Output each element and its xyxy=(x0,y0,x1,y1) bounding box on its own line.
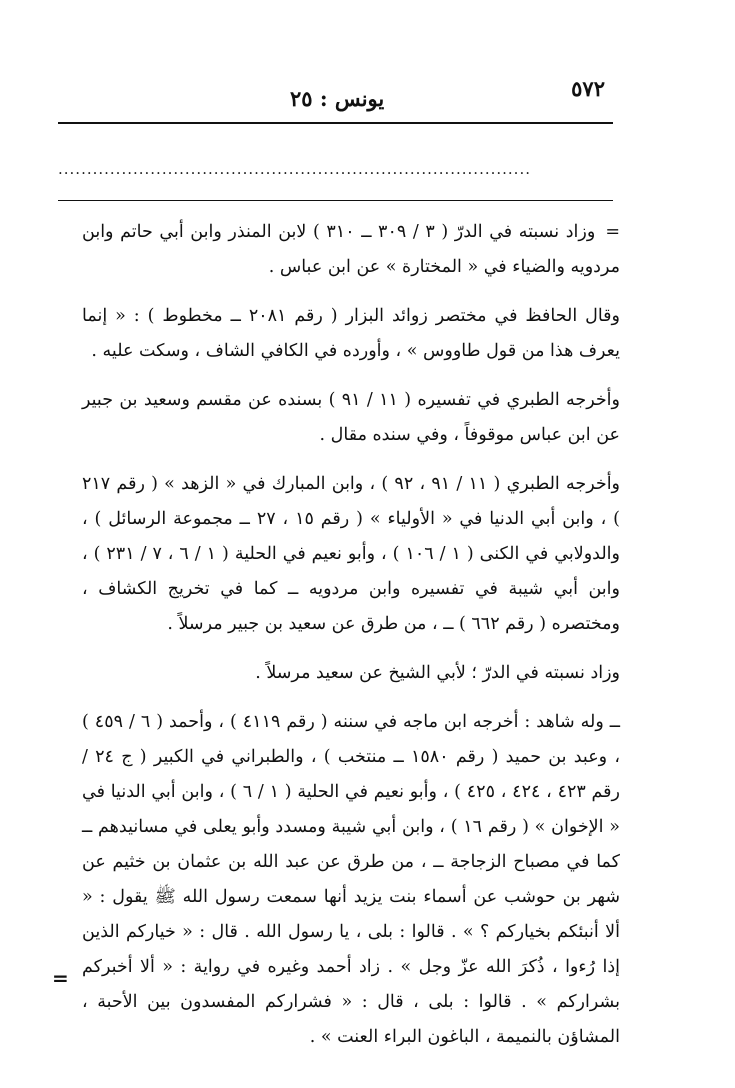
page-number: ٥٧٢ xyxy=(571,76,605,101)
continuation-mark-end: = xyxy=(52,966,69,990)
paragraph xyxy=(82,215,620,285)
paragraph: وأخرجه الطبري ( ١١ / ٩١ ، ٩٢ ) ، وابن المبارك في « الزهد » ( رقم ٢١٧ ) ، وابن أبي الدنيا في « الأولياء » ( رقم ١٥ ، ٢٧ ــ مجموعة الرسائل ) ، والدولابي في الكنى ( ١ / ١٠٦ ) ، وأبو نعيم في الحلية ( ١ / ٦ ، ٧ / ٢٣١ ) ، وابن أبي شيبة في تفسيره وابن مردويه ــ كما في تخريج الكشاف ، ومختصره ( رقم ٦٦٢ ) ــ ، من طرق عن سعيد بن جبير مرسلاً . xyxy=(82,474,621,634)
footnote-separator-dots: .................................................................................. xyxy=(58,160,531,178)
footnote-separator-line xyxy=(58,200,613,201)
paragraph: ــ وله شاهد : أخرجه ابن ماجه في سننه ( رقم ٤١١٩ ) ، وأحمد ( ٦ / ٤٥٩ ) ، وعبد بن حميد ( رقم ١٥٨٠ ــ منتخب ) ، والطبراني في الكبير ( ج ٢٤ / رقم ٤٢٣ ، ٤٢٤ ، ٤٢٥ ) ، وأبو نعيم في الحلية ( ١ / ٦ ) ، وابن أبي الدنيا في « الإخوان » ( رقم ١٦ ) ، وابن أبي شيبة ومسدد وأبو يعلى في مسانيدهم ــ كما في مصباح الزجاجة ــ ، من طرق عن عبد الله بن عثمان بن خثيم عن شهر بن حوشب عن أسماء بنت يزيد أنها سمعت رسول الله ﷺ يقول : « ألا أنبئكم بخياركم ؟ » . قالوا : بلى ، يا رسول الله . قال : « خياركم الذين إذا رُءوا ، ذُكرَ الله عزّ وجل » . زاد أحمد وغيره في رواية : « ألا أخبركم بشراركم » . قالوا : بلى ، قال : « فشراركم المفسدون بين الأحبة ، المشاؤن بالنميمة ، الباغون البراء العنت » . xyxy=(82,712,621,1047)
paragraph: وقال الحافظ في مختصر زوائد البزار ( رقم ٢٠٨١ ــ مخطوط ) : « إنما يعرف هذا من قول طاووس » ، وأورده في الكافي الشاف ، وسكت عليه . xyxy=(82,306,620,361)
footnote-body xyxy=(82,215,620,1069)
paragraph: وزاد نسبته في الدرّ ؛ لأبي الشيخ عن سعيد مرسلاً . xyxy=(255,663,620,683)
page-header xyxy=(58,74,613,124)
paragraph: وأخرجه الطبري في تفسيره ( ١١ / ٩١ ) بسنده عن مقسم وسعيد بن جبير عن ابن عباس موقوفاً ، وفي سنده مقال . xyxy=(82,390,620,445)
continuation-mark-start: = xyxy=(605,222,620,242)
running-title: يونس : ٢٥ xyxy=(290,86,385,111)
paragraph-text: وزاد نسبته في الدرّ ( ٣ / ٣٠٩ ــ ٣١٠ ) لابن المنذر وابن أبي حاتم وابن مردويه والضياء في « المختارة » عن ابن عباس . xyxy=(82,222,620,277)
